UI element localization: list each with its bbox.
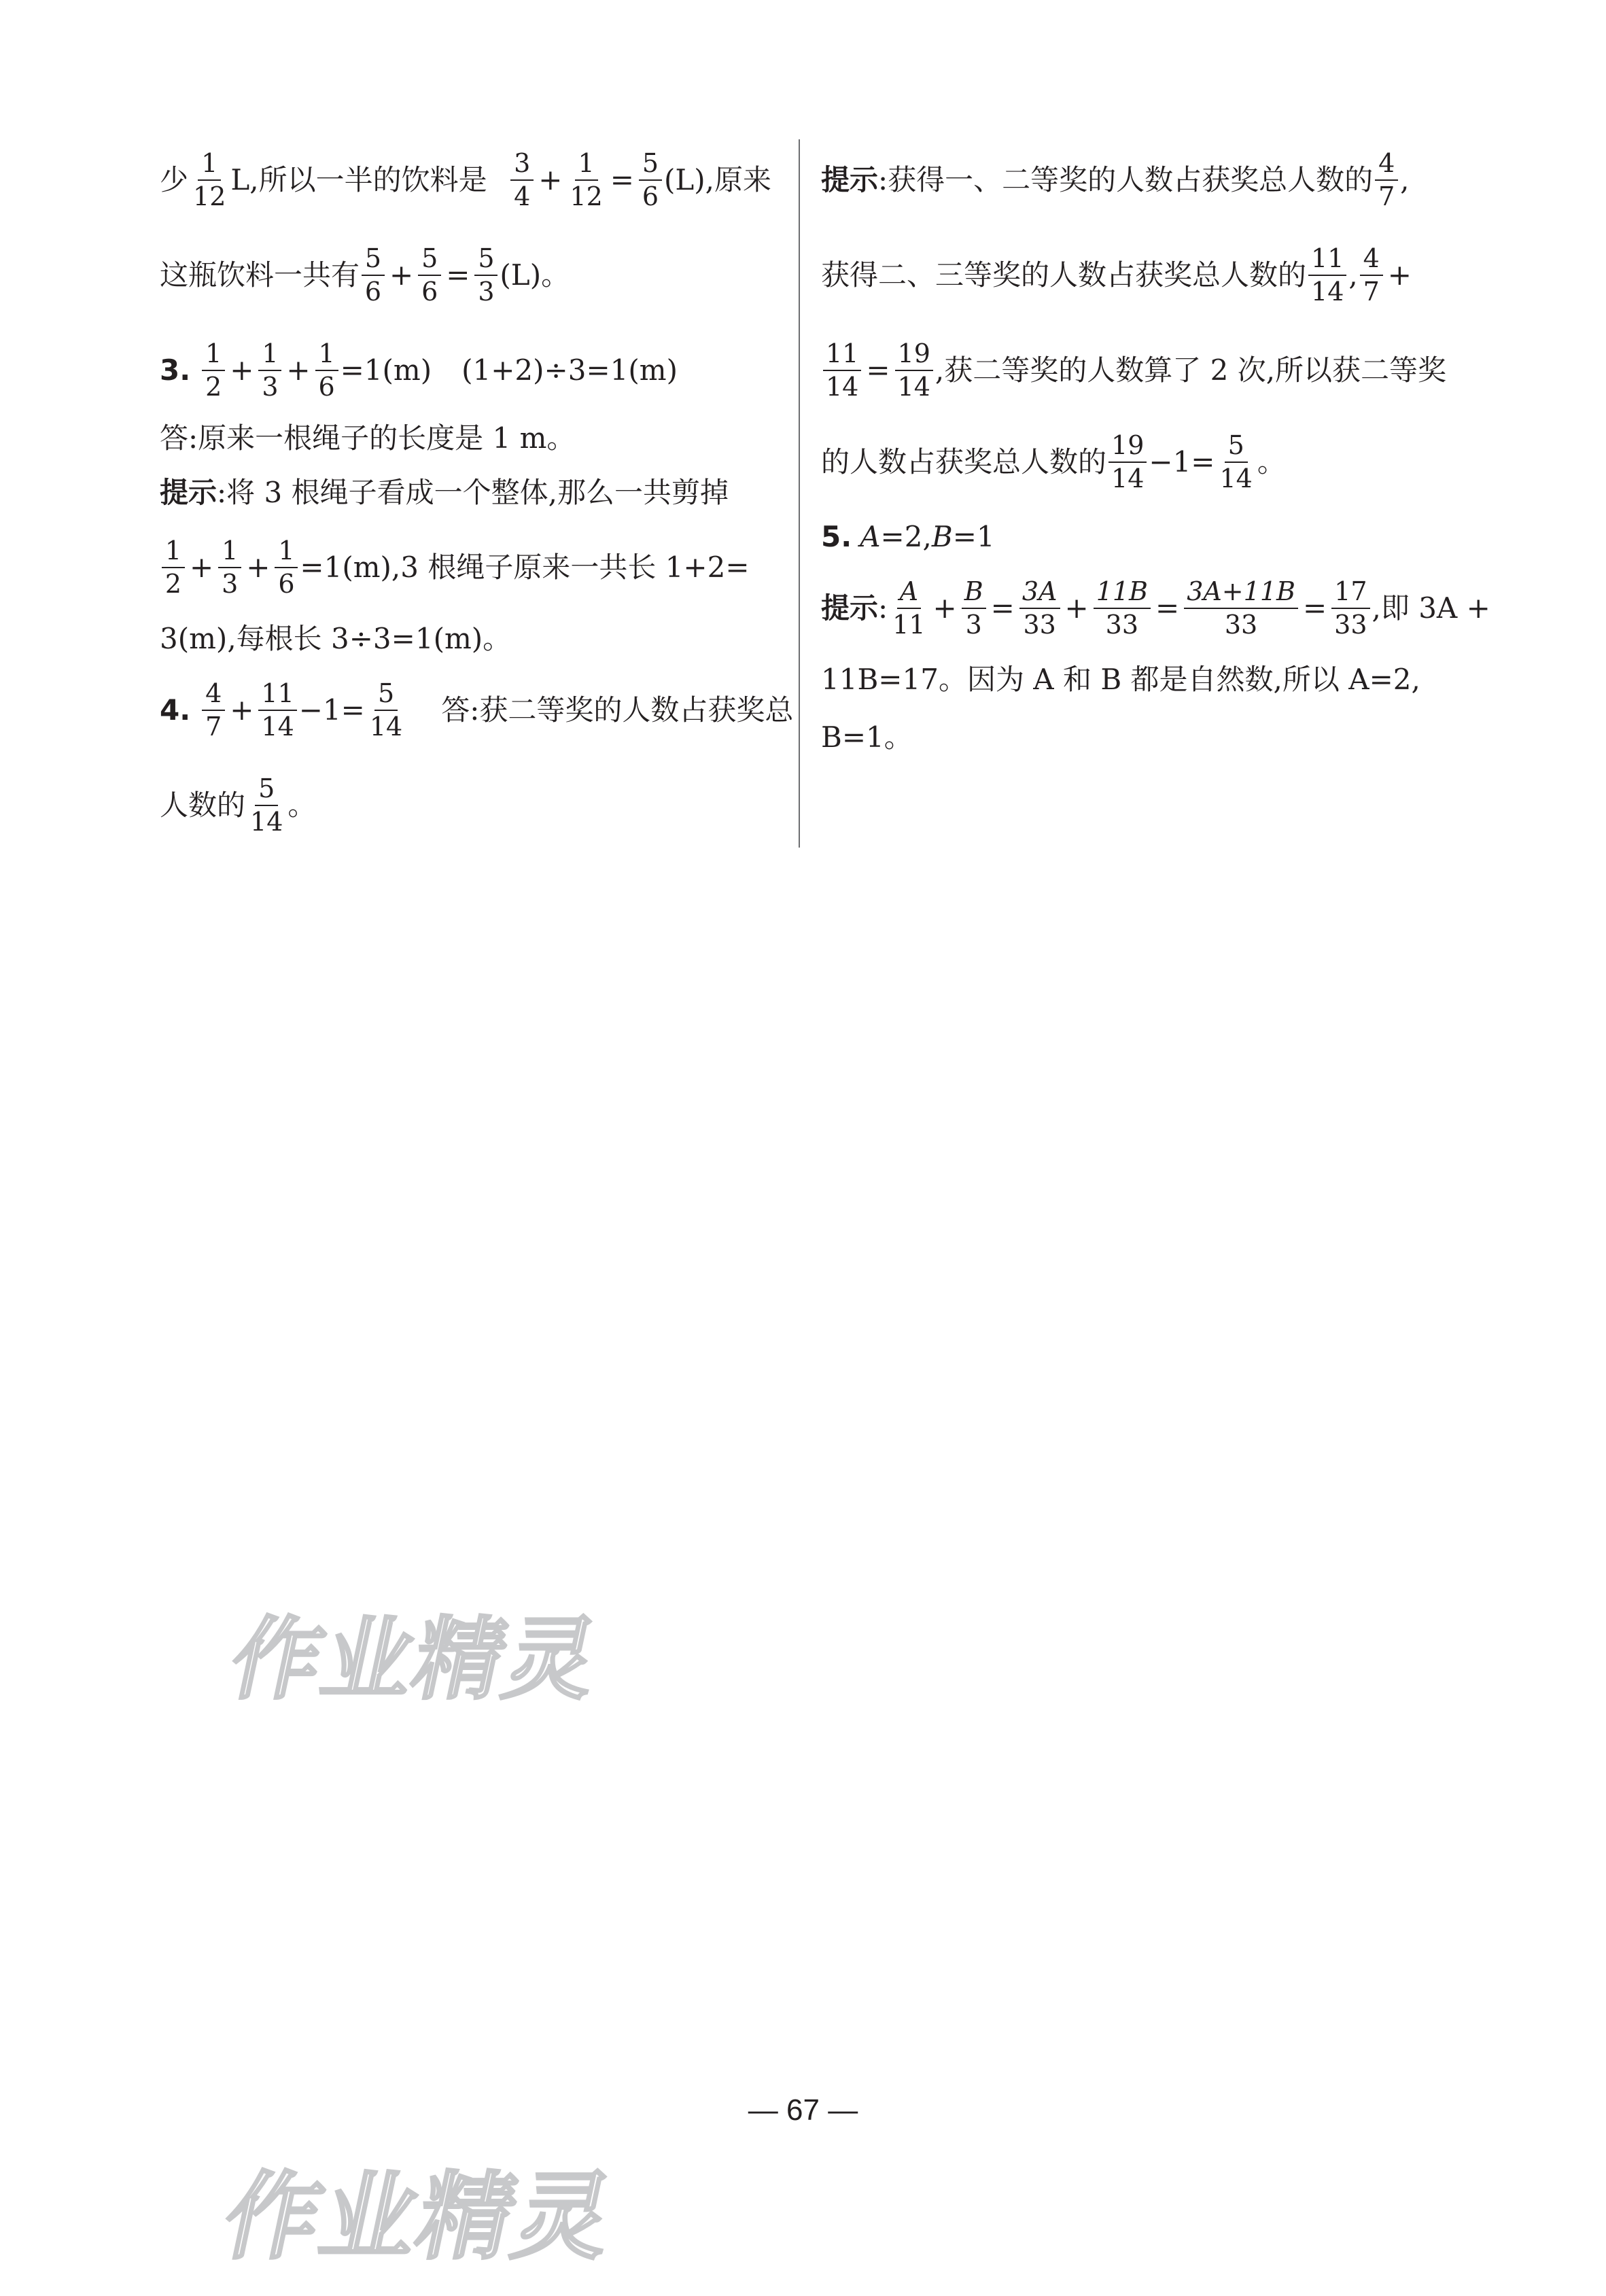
fraction: $\frac{17}{33}$ [1331,578,1369,639]
left-line-2: 这瓶饮料一共有 $\frac{5}{6}$ + $\frac{5}{6}$ = $\frac{5}{3}$ (L)。 [160,243,570,307]
text: L,所以一半的饮料是 [230,163,487,196]
fraction: $\frac{5}{14}$ [1219,430,1253,493]
right-line-7: 11B=17。因为 A 和 B 都是自然数,所以 A=2, [821,663,1420,696]
question-number: 4 [160,693,180,727]
fraction: $\frac{11B}{33}$ [1094,578,1151,639]
fraction: $\frac{1}{3}$ [258,340,281,401]
hint-label: 提示 [821,163,879,196]
left-line-3-question-3: 3 . $\frac{1}{2}$ + $\frac{1}{3}$ + $\frac{1}{6}$ =1(m) (1+2)÷3=1(m) [160,338,678,402]
question-number: 5 [821,520,841,553]
right-line-4: 的人数占获奖总人数的 $\frac{19}{14}$ −1= $\frac{5}{14}$ 。 [821,430,1286,493]
fraction: $\frac{5}{14}$ [250,773,283,837]
watermark-logo: 作业精灵 [222,1607,608,1712]
fraction: $\frac{1}{12}$ [193,147,226,211]
watermark-logo: 作业精灵 [214,2162,624,2273]
left-line-7: 3(m),每根长 3÷3=1(m)。 [160,622,512,655]
fraction: $\frac{A}{11}$ [892,576,926,640]
fraction: $\frac{1}{6}$ [275,537,298,598]
fraction: $\frac{5}{14}$ [369,678,403,742]
fraction: $\frac{3A+11B}{33}$ [1184,578,1298,639]
left-line-8-question-4: 4 . $\frac{4}{7}$ + $\frac{11}{14}$ −1= $\frac{5}{14}$ 答:获二等奖的人数占获奖总 [160,678,794,742]
fraction: $\frac{1}{3}$ [218,537,241,598]
left-line-4: 答:原来一根绳子的长度是 1 m。 [160,421,576,455]
fraction: $\frac{19}{14}$ [1109,432,1147,493]
fraction: $\frac{5}{6}$ [639,150,662,211]
fraction: $\frac{11}{14}$ [823,340,861,401]
left-line-5-hint: 提示 :将 3 根绳子看成一个整体,那么一共剪掉 [160,476,729,509]
right-line-1-hint: 提示 :获得一、二等奖的人数占获奖总人数的 $\frac{4}{7}$ , [821,147,1410,211]
fraction: $\frac{4}{7}$ [1375,150,1398,211]
fraction: $\frac{11}{14}$ [1308,245,1346,306]
right-line-6-hint: 提示 : $\frac{A}{11}$ + $\frac{B}{3}$ = $\frac{3A}{33}$ + $\frac{11B}{33}$ = $\frac{3A+11B}{33}$ = $\frac{17}{33}$ ,即 3A + [821,576,1490,640]
left-line-9: 人数的 $\frac{5}{14}$ 。 [160,773,317,837]
fraction: $\frac{1}{2}$ [162,537,185,598]
left-line-1: 少 $\frac{1}{12}$ L,所以一半的饮料是 $\frac{3}{4}$ + $\frac{1}{12}$ = $\frac{5}{6}$ (L),原来 [160,147,771,211]
fraction: $\frac{5}{3}$ [474,245,497,306]
page-number: — 67 — [748,2093,858,2127]
fraction: $\frac{B}{3}$ [962,578,986,639]
hint-label: 提示 [821,591,879,625]
right-line-5-question-5: 5 . A =2, B =1 [821,520,995,553]
hint-label: 提示 [160,476,217,509]
text: 少 [160,163,189,196]
right-line-3: $\frac{11}{14}$ = $\frac{19}{14}$ ,获二等奖的人数算了 2 次,所以获二等奖 [821,333,1446,408]
text: (L),原来 [663,163,771,196]
fraction: $\frac{5}{6}$ [362,245,385,306]
fraction: $\frac{1}{12}$ [570,147,603,211]
fraction: $\frac{4}{7}$ [1360,245,1383,306]
column-divider [799,139,800,848]
fraction: $\frac{1}{2}$ [202,340,225,401]
fraction: $\frac{5}{6}$ [418,245,441,306]
left-line-6: $\frac{1}{2}$ + $\frac{1}{3}$ + $\frac{1}{6}$ =1(m),3 根绳子原来一共长 1+2= [160,530,750,605]
fraction: $\frac{1}{6}$ [315,340,338,401]
right-line-8: B=1。 [821,720,913,754]
right-line-2: 获得二、三等奖的人数占获奖总人数的 $\frac{11}{14}$ , $\frac{4}{7}$ + [821,243,1412,307]
fraction: $\frac{4}{7}$ [202,680,225,741]
question-number: 3 [160,353,180,387]
fraction: $\frac{3A}{33}$ [1019,578,1060,639]
fraction: $\frac{3}{4}$ [510,150,534,211]
fraction: $\frac{11}{14}$ [258,680,296,741]
fraction: $\frac{19}{14}$ [895,340,933,401]
